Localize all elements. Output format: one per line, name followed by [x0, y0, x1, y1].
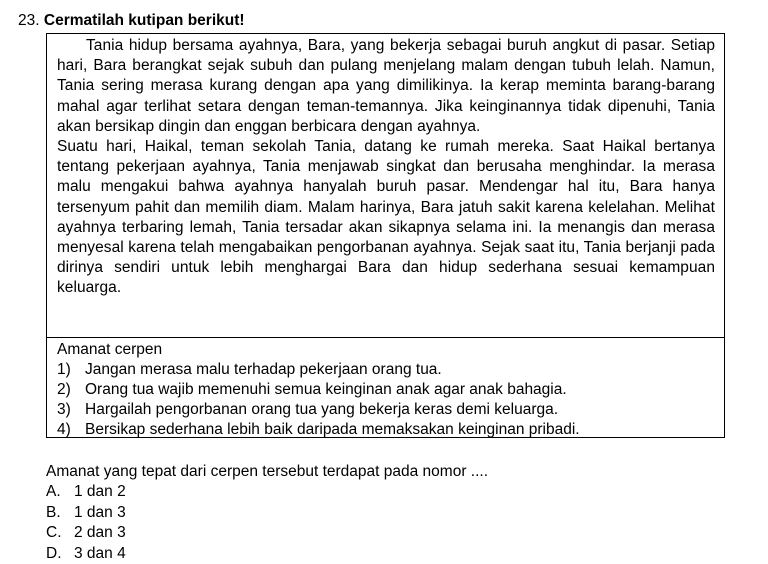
- amanat-item-text: Orang tua wajib memenuhi semua keinginan anak agar anak bahagia.: [85, 380, 567, 400]
- amanat-list: [57, 360, 715, 440]
- question-prompt: Amanat yang tepat dari cerpen tersebut terdapat pada nomor ....: [46, 462, 488, 482]
- amanat-item-number: 3): [57, 400, 85, 420]
- amanat-item-number: 1): [57, 360, 85, 380]
- amanat-item-text: Hargailah pengorbanan orang tua yang bekerja keras demi keluarga.: [85, 400, 558, 420]
- option-text: 1 dan 2: [74, 482, 126, 503]
- option-c[interactable]: [46, 523, 126, 544]
- option-d[interactable]: [46, 544, 126, 564]
- option-letter: D.: [46, 544, 74, 564]
- amanat-item-number: 4): [57, 420, 85, 440]
- quote-box: [46, 33, 725, 438]
- question-number: 23.: [18, 12, 40, 29]
- amanat-section: [47, 338, 724, 437]
- amanat-item-2: [57, 380, 715, 400]
- option-text: 3 dan 4: [74, 544, 126, 564]
- question-header: [18, 11, 245, 31]
- option-letter: C.: [46, 523, 74, 544]
- amanat-item-4: [57, 420, 715, 440]
- option-a[interactable]: [46, 482, 126, 503]
- amanat-item-number: 2): [57, 380, 85, 400]
- amanat-heading: Amanat cerpen: [57, 340, 715, 360]
- story-passage: [47, 34, 724, 338]
- amanat-item-3: [57, 400, 715, 420]
- passage-paragraph-1: Tania hidup bersama ayahnya, Bara, yang bekerja sebagai buruh angkut di pasar. Setiap hari, Bara berangkat sejak subuh dan pulang menjelang malam dengan tubuh lelah. Namun, Tania sering merasa kurang dengan apa yang dimilikinya. Ia kerap meminta barang-barang mahal agar terlihat setara dengan teman-temannya. Jika keinginannya tidak dipenuhi, Tania akan bersikap dingin dan enggan berbicara dengan ayahnya.: [57, 36, 715, 137]
- option-letter: A.: [46, 482, 74, 503]
- amanat-item-text: Jangan merasa malu terhadap pekerjaan orang tua.: [85, 360, 442, 380]
- option-letter: B.: [46, 503, 74, 524]
- answer-options: [46, 482, 126, 564]
- option-text: 2 dan 3: [74, 523, 126, 544]
- amanat-item-1: [57, 360, 715, 380]
- question-title: Cermatilah kutipan berikut!: [44, 12, 245, 29]
- option-text: 1 dan 3: [74, 503, 126, 524]
- option-b[interactable]: [46, 503, 126, 524]
- amanat-item-text: Bersikap sederhana lebih baik daripada memaksakan keinginan pribadi.: [85, 420, 580, 440]
- passage-paragraph-2: Suatu hari, Haikal, teman sekolah Tania, datang ke rumah mereka. Saat Haikal bertanya tentang pekerjaan ayahnya, Tania menjawab singkat dan berusaha menghindar. Ia merasa malu mengakui bahwa ayahnya hanyalah buruh pasar. Mendengar hal itu, Bara hanya tersenyum pahit dan memilih diam. Malam harinya, Bara jatuh sakit karena kelelahan. Melihat ayahnya terbaring lemah, Tania tersadar akan sikapnya selama ini. Ia menangis dan merasa menyesal karena telah mengabaikan pengorbanan ayahnya. Sejak saat itu, Tania berjanji pada dirinya sendiri untuk lebih menghargai Bara dan hidup sederhana sesuai kemampuan keluarga.: [57, 137, 715, 299]
